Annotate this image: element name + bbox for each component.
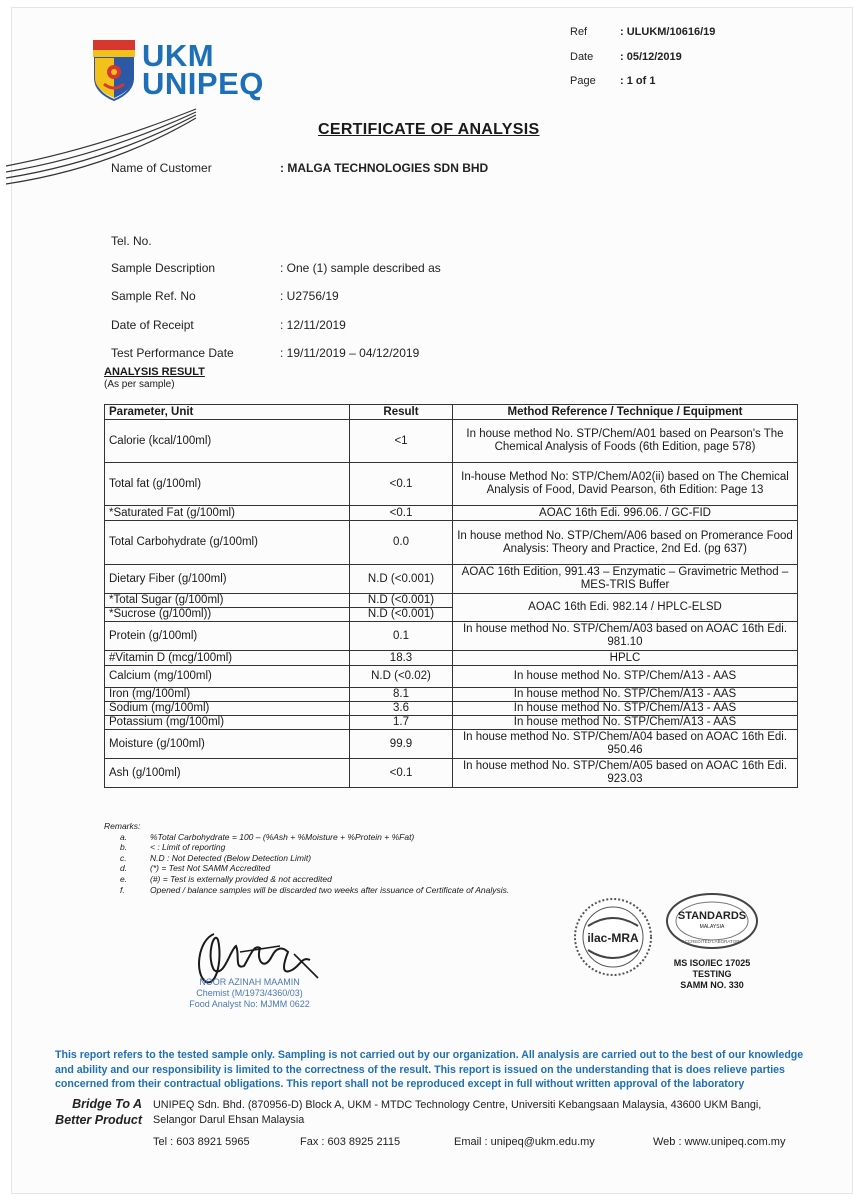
remark-item xyxy=(104,842,664,853)
param-cell: Total fat (g/100ml) xyxy=(105,463,350,506)
result-cell: 18.3 xyxy=(350,651,453,666)
method-cell: In house method No. STP/Chem/A01 based on Pearson's The Chemical Analysis of Foods (6th Edition, page 578) xyxy=(453,420,798,463)
standards-malaysia-seal xyxy=(664,891,760,951)
ilac-mra-seal xyxy=(572,896,654,978)
accreditation-text xyxy=(662,958,762,991)
table-row xyxy=(105,521,798,565)
footer-tel: Tel : 603 8921 5965 xyxy=(153,1136,250,1148)
table-row xyxy=(105,463,798,506)
param-cell: Ash (g/100ml) xyxy=(105,759,350,788)
method-cell: In-house Method No: STP/Chem/A02(ii) based on The Chemical Analysis of Food, David Pearson, 6th Edition: Page 13 xyxy=(453,463,798,506)
footer-web: Web : www.unipeq.com.my xyxy=(653,1136,786,1148)
remark-text: (#) = Test is externally provided & not accredited xyxy=(150,873,332,884)
table-row xyxy=(105,420,798,463)
method-cell: In house method No. STP/Chem/A13 - AAS xyxy=(453,716,798,730)
method-cell: In house method No. STP/Chem/A04 based on AOAC 16th Edi. 950.46 xyxy=(453,730,798,759)
param-cell: Iron (mg/100ml) xyxy=(105,688,350,702)
remark-item xyxy=(104,885,664,896)
certificate-page xyxy=(12,8,852,1193)
field-label-sample-ref: Sample Ref. No xyxy=(111,289,196,303)
document-title: CERTIFICATE OF ANALYSIS xyxy=(318,121,540,138)
remark-text: < : Limit of reporting xyxy=(150,842,226,853)
remark-key: e. xyxy=(120,873,128,884)
result-cell: 8.1 xyxy=(350,688,453,702)
table-row xyxy=(105,702,798,716)
param-cell: Sodium (mg/100ml) xyxy=(105,702,350,716)
result-cell: <0.1 xyxy=(350,463,453,506)
cert-scope: TESTING xyxy=(692,969,732,979)
param-cell: Potassium (mg/100ml) xyxy=(105,716,350,730)
remark-key: c. xyxy=(120,852,127,863)
param-cell: Dietary Fiber (g/100ml) xyxy=(105,565,350,594)
table-row xyxy=(105,506,798,521)
slogan-line2: Better Product xyxy=(55,1113,142,1127)
field-label-tel: Tel. No. xyxy=(111,234,152,248)
remark-item xyxy=(104,874,664,885)
logo-swoosh-decoration xyxy=(6,104,206,194)
field-label-date-receipt: Date of Receipt xyxy=(111,318,194,332)
brand-name xyxy=(142,38,264,101)
remark-item xyxy=(104,853,664,864)
page-label: Page xyxy=(570,75,596,87)
table-row xyxy=(105,622,798,651)
param-cell: *Saturated Fat (g/100ml) xyxy=(105,506,350,521)
param-cell: Protein (g/100ml) xyxy=(105,622,350,651)
signatory-license: Food Analyst No: MJMM 0622 xyxy=(189,999,310,1009)
slogan-line1: Bridge To A xyxy=(72,1097,142,1111)
signatory-block xyxy=(162,977,337,1010)
analysis-subheading: (As per sample) xyxy=(104,379,175,390)
param-cell: Total Carbohydrate (g/100ml) xyxy=(105,521,350,565)
ilac-seal-text: ilac-MRA xyxy=(587,931,639,945)
method-cell: HPLC xyxy=(453,651,798,666)
result-cell: 99.9 xyxy=(350,730,453,759)
remark-text: Opened / balance samples will be discarded two weeks after issuance of Certificate of Analysis. xyxy=(150,884,510,895)
brand-line2: UNIPEQ xyxy=(142,66,264,101)
cert-number: SAMM NO. 330 xyxy=(680,980,744,990)
method-cell: AOAC 16th Edi. 996.06. / GC-FID xyxy=(453,506,798,521)
result-cell: <0.1 xyxy=(350,506,453,521)
remarks-title: Remarks: xyxy=(104,821,141,831)
field-value-sample-description: : One (1) sample described as xyxy=(280,261,441,275)
remarks-block xyxy=(104,821,664,895)
result-cell: 1.7 xyxy=(350,716,453,730)
standards-seal-country: MALAYSIA xyxy=(699,924,725,930)
date-label: Date xyxy=(570,51,594,63)
table-row xyxy=(105,716,798,730)
table-header-row xyxy=(105,405,798,420)
table-row xyxy=(105,759,798,788)
field-label-customer: Name of Customer xyxy=(111,161,212,175)
param-cell: *Sucrose (g/100ml)) xyxy=(105,608,350,622)
method-cell: In house method No. STP/Chem/A06 based on Promerance Food Analysis: Theory and Practice, 2nd Ed. (pg 637) xyxy=(453,521,798,565)
table-row xyxy=(105,565,798,594)
date-value: : 05/12/2019 xyxy=(620,51,682,63)
standards-seal-text: STANDARDS xyxy=(677,910,747,922)
footer-address xyxy=(153,1098,833,1128)
ukm-crest-logo xyxy=(90,38,138,102)
result-cell: N.D (<0.001) xyxy=(350,608,453,622)
remark-text: (*) = Test Not SAMM Accredited xyxy=(150,863,271,874)
remark-key: d. xyxy=(120,863,128,874)
header-parameter: Parameter, Unit xyxy=(105,405,350,420)
analysis-heading: ANALYSIS RESULT xyxy=(104,366,205,378)
field-value-test-date: : 19/11/2019 – 04/12/2019 xyxy=(280,346,420,360)
standards-seal-ring: ACCREDITED LABORATORY xyxy=(681,939,743,944)
param-cell: Moisture (g/100ml) xyxy=(105,730,350,759)
result-cell: 0.1 xyxy=(350,622,453,651)
remark-item xyxy=(104,863,664,874)
field-value-date-receipt: : 12/11/2019 xyxy=(280,318,346,332)
method-cell: In house method No. STP/Chem/A05 based on AOAC 16th Edi. 923.03 xyxy=(453,759,798,788)
method-cell: AOAC 16th Edition, 991.43 – Enzymatic – Gravimetric Method – MES-TRIS Buffer xyxy=(453,565,798,594)
field-label-sample-description: Sample Description xyxy=(111,261,216,275)
remark-text: %Total Carbohydrate = 100 – (%Ash + %Moisture + %Protein + %Fat) xyxy=(150,831,415,842)
result-cell: N.D (<0.001) xyxy=(350,594,453,608)
result-cell: <1 xyxy=(350,420,453,463)
header-result: Result xyxy=(350,405,453,420)
address-line2: Selangor Darul Ehsan Malaysia xyxy=(153,1114,305,1126)
analysis-results-table xyxy=(104,404,798,788)
signatory-title: Chemist (M/1973/4360/03) xyxy=(196,988,303,998)
field-label-test-date: Test Performance Date xyxy=(111,346,234,360)
result-cell: 3.6 xyxy=(350,702,453,716)
method-cell: In house method No. STP/Chem/A03 based on AOAC 16th Edi. 981.10 xyxy=(453,622,798,651)
ref-value: : ULUKM/10616/19 xyxy=(620,26,716,38)
header-method: Method Reference / Technique / Equipment xyxy=(453,405,798,420)
result-cell: <0.1 xyxy=(350,759,453,788)
field-value-sample-ref: : U2756/19 xyxy=(280,289,339,303)
param-cell: #Vitamin D (mcg/100ml) xyxy=(105,651,350,666)
brand-line1: UKM xyxy=(142,38,215,73)
method-cell: AOAC 16th Edi. 982.14 / HPLC-ELSD xyxy=(453,594,798,622)
ref-label: Ref xyxy=(570,26,588,38)
table-row xyxy=(105,666,798,688)
param-cell: Calcium (mg/100ml) xyxy=(105,666,350,688)
footer-email: Email : unipeq@ukm.edu.my xyxy=(454,1136,595,1148)
slogan xyxy=(42,1096,142,1128)
signatory-name: NOOR AZINAH MAAMIN xyxy=(199,977,300,987)
result-cell: 0.0 xyxy=(350,521,453,565)
field-value-customer: : MALGA TECHNOLOGIES SDN BHD xyxy=(280,161,489,175)
table-row xyxy=(105,594,798,608)
remark-item xyxy=(104,832,664,843)
remark-key: a. xyxy=(120,831,128,842)
address-line1: UNIPEQ Sdn. Bhd. (870956-D) Block A, UKM - MTDC Technology Centre, Universiti Kebangsaan Malaysia, 43600 UKM Bangi, xyxy=(153,1099,762,1111)
method-cell: In house method No. STP/Chem/A13 - AAS xyxy=(453,688,798,702)
table-row xyxy=(105,730,798,759)
remark-key: f. xyxy=(120,884,125,895)
page-value: : 1 of 1 xyxy=(620,75,656,87)
remark-text: N.D : Not Detected (Below Detection Limit) xyxy=(150,852,312,863)
cert-standard: MS ISO/IEC 17025 xyxy=(673,958,751,968)
result-cell: N.D (<0.001) xyxy=(350,565,453,594)
method-cell: In house method No. STP/Chem/A13 - AAS xyxy=(453,702,798,716)
table-row xyxy=(105,651,798,666)
param-cell: *Total Sugar (g/100ml) xyxy=(105,594,350,608)
result-cell: N.D (<0.02) xyxy=(350,666,453,688)
footer-fax: Fax : 603 8925 2115 xyxy=(300,1136,401,1148)
method-cell: In house method No. STP/Chem/A13 - AAS xyxy=(453,666,798,688)
remark-key: b. xyxy=(120,842,128,853)
param-cell: Calorie (kcal/100ml) xyxy=(105,420,350,463)
table-row xyxy=(105,688,798,702)
disclaimer-text: This report refers to the tested sample only. Sampling is not carried out by our organization. All analysis are carried out to the best of our knowledge and ability and our responsibility is limited to the correctness of the result. This report is issued on the understanding that is does relieve parties concerned from their contractual obligations. This report shall not be reproduced except in full without written approval of the laboratory xyxy=(55,1049,804,1090)
